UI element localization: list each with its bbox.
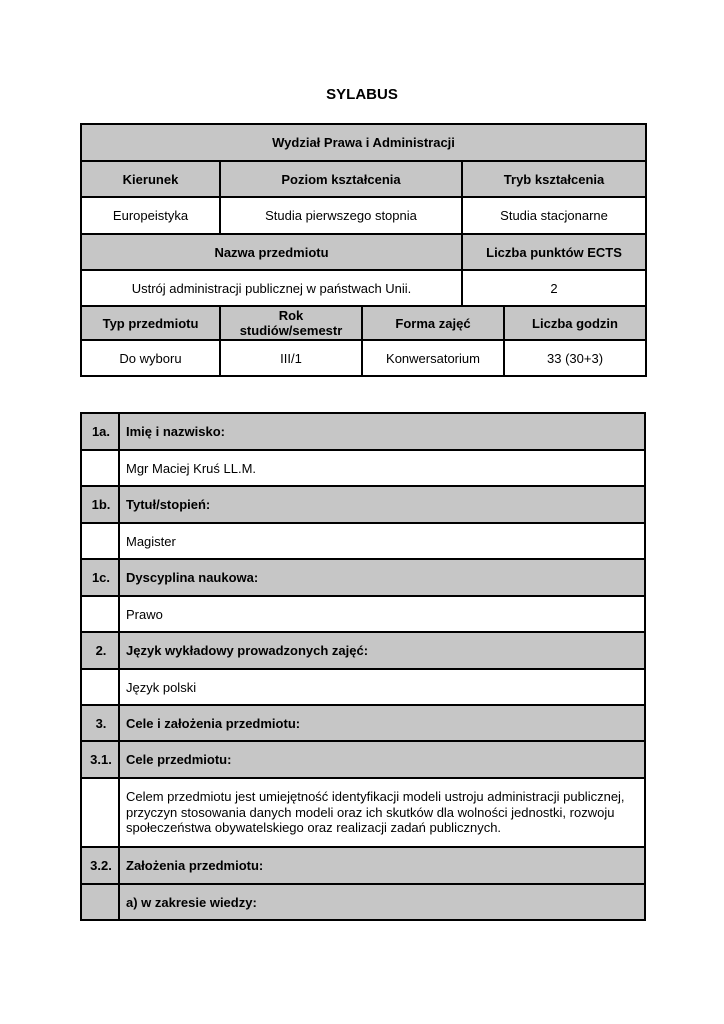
section-label: Cele i założenia przedmiotu: xyxy=(119,705,645,741)
section-value: Magister xyxy=(119,523,645,559)
document-title: SYLABUS xyxy=(326,86,398,103)
empty-cell xyxy=(81,669,119,705)
section-number: 3.1. xyxy=(81,741,119,778)
value-godziny: 33 (30+3) xyxy=(504,340,646,376)
section-number: 3.2. xyxy=(81,847,119,884)
section-number: 2. xyxy=(81,632,119,669)
value-forma: Konwersatorium xyxy=(362,340,504,376)
empty-cell xyxy=(81,523,119,559)
section-label: Tytuł/stopień: xyxy=(119,486,645,523)
label-rok-line1: Rok xyxy=(278,308,304,323)
section-number xyxy=(81,884,119,920)
section-label: a) w zakresie wiedzy: xyxy=(119,884,645,920)
section-number: 1b. xyxy=(81,486,119,523)
value-tryb: Studia stacjonarne xyxy=(462,197,646,234)
label-rok-line2: studiów/semestr xyxy=(239,323,343,338)
value-typ: Do wyboru xyxy=(81,340,220,376)
section-value: Język polski xyxy=(119,669,645,705)
empty-cell xyxy=(81,450,119,486)
section-label: Cele przedmiotu: xyxy=(119,741,645,778)
value-kierunek: Europeistyka xyxy=(81,197,220,234)
label-forma: Forma zajęć xyxy=(362,306,504,340)
empty-cell xyxy=(81,596,119,632)
section-label: Dyscyplina naukowa: xyxy=(119,559,645,596)
section-number: 3. xyxy=(81,705,119,741)
syllabus-sections-table xyxy=(80,412,646,921)
section-value: Prawo xyxy=(119,596,645,632)
faculty-name: Wydział Prawa i Administracji xyxy=(81,124,646,161)
label-godziny: Liczba godzin xyxy=(504,306,646,340)
label-typ: Typ przedmiotu xyxy=(81,306,220,340)
section-label: Imię i nazwisko: xyxy=(119,413,645,450)
value-poziom: Studia pierwszego stopnia xyxy=(220,197,462,234)
section-label: Założenia przedmiotu: xyxy=(119,847,645,884)
value-rok: III/1 xyxy=(220,340,362,376)
section-label: Język wykładowy prowadzonych zajęć: xyxy=(119,632,645,669)
label-nazwa: Nazwa przedmiotu xyxy=(81,234,462,270)
section-value: Celem przedmiotu jest umiejętność identyfikacji modeli ustroju administracji publicznej, przyczyn stosowania danych modeli oraz ich skutków dla wolności jednostki, rozwoju społeczeństwa obywatelskiego oraz realizacji zadań publicznych. xyxy=(119,778,645,847)
label-kierunek: Kierunek xyxy=(81,161,220,197)
value-nazwa: Ustrój administracji publicznej w państwach Unii. xyxy=(81,270,462,306)
value-ects: 2 xyxy=(462,270,646,306)
course-header-table xyxy=(80,123,647,377)
label-ects: Liczba punktów ECTS xyxy=(462,234,646,270)
empty-cell xyxy=(81,778,119,847)
section-number: 1c. xyxy=(81,559,119,596)
section-value: Mgr Maciej Kruś LL.M. xyxy=(119,450,645,486)
label-tryb: Tryb kształcenia xyxy=(462,161,646,197)
label-rok xyxy=(220,306,362,340)
section-number: 1a. xyxy=(81,413,119,450)
label-poziom: Poziom kształcenia xyxy=(220,161,462,197)
